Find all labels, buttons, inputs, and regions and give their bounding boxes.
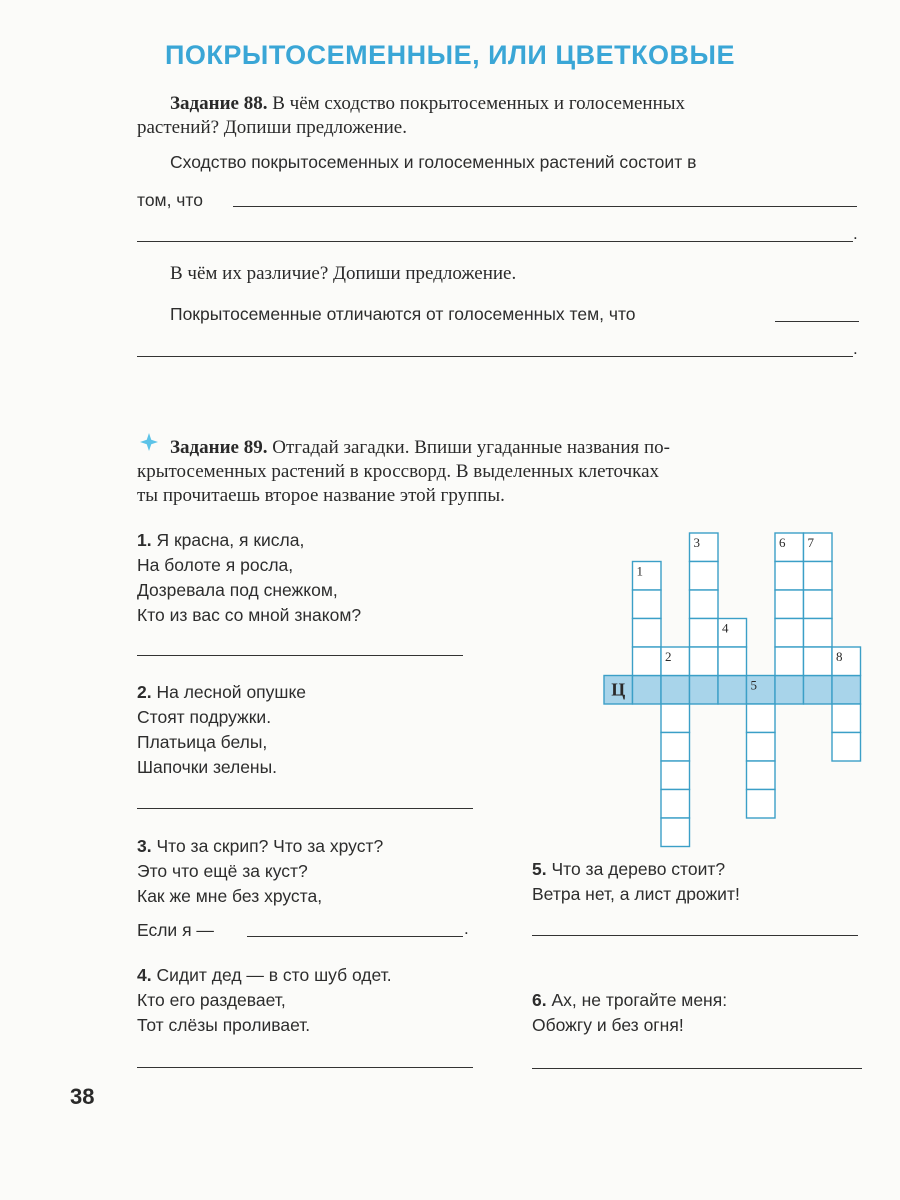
crossword-cell[interactable] [804, 676, 833, 705]
crossword-cell[interactable] [747, 733, 776, 762]
crossword-cell[interactable] [775, 647, 804, 676]
riddle-2-answer-line[interactable] [137, 808, 473, 809]
page-title: ПОКРЫТОСЕМЕННЫЕ, ИЛИ ЦВЕТКОВЫЕ [164, 40, 735, 70]
riddle-1: 1. Я красна, я кисла, На болоте я росла, Дозревала под снежком, Кто из вас со мной знаком? [137, 530, 362, 625]
crossword-cell[interactable] [775, 619, 804, 648]
crossword-cell[interactable] [775, 676, 804, 705]
task88-line1 [170, 92, 870, 116]
riddle-5: 5. Что за дерево стоит? Ветра нет, а лист дрожит! [532, 859, 740, 904]
crossword-cell[interactable] [832, 704, 861, 733]
crossword-cell[interactable] [633, 647, 662, 676]
crossword-clue-number: 7 [807, 535, 814, 550]
crossword-cell[interactable] [747, 790, 776, 819]
crossword-highlight-letter: Ц [611, 679, 626, 700]
crossword-cell[interactable] [804, 590, 833, 619]
task88-sentence1: Сходство покрытосеменных и голосеменных растений состоит в [170, 152, 697, 172]
riddle-3: 3. Что за скрип? Что за хруст? Это что ещё за куст? Как же мне без хруста, [137, 836, 384, 906]
crossword-cell[interactable] [690, 562, 719, 591]
riddle-2: 2. На лесной опушке Стоят подружки. Платьица белы, Шапочки зелены. [137, 682, 307, 777]
crossword-cell[interactable] [633, 676, 662, 705]
page-number: 38 [70, 1084, 95, 1109]
crossword-cell[interactable] [661, 733, 690, 762]
task88-label: Задание 88. [170, 93, 268, 114]
crossword-cell[interactable] [661, 818, 690, 847]
crossword-cell[interactable] [804, 562, 833, 591]
crossword-cell[interactable] [775, 562, 804, 591]
answer-line[interactable] [233, 206, 857, 207]
riddle-6: 6. Ах, не трогайте меня: Обожгу и без огня! [532, 990, 728, 1035]
task89-line1 [170, 436, 870, 460]
crossword-grid [598, 528, 868, 850]
crossword-cell[interactable] [661, 676, 690, 705]
crossword-cell[interactable] [661, 761, 690, 790]
riddle-1-answer-line[interactable] [137, 655, 463, 656]
answer-line[interactable] [775, 321, 859, 322]
crossword-clue-number: 8 [836, 649, 843, 664]
answer-line[interactable] [137, 241, 853, 242]
task89-text2: крытосеменных растений в кроссворд. В выделенных клеточках [137, 461, 659, 482]
crossword-cell[interactable] [804, 647, 833, 676]
crossword-cell[interactable] [633, 619, 662, 648]
crossword-clue-number: 2 [665, 649, 672, 664]
crossword-cell[interactable] [718, 676, 747, 705]
riddle-4: 4. Сидит дед — в сто шуб одет. Кто его раздевает, Тот слёзы проливает. [137, 965, 392, 1035]
crossword-cell[interactable] [633, 590, 662, 619]
crossword-clue-number: 4 [722, 620, 729, 636]
crossword-cell[interactable] [747, 704, 776, 733]
crossword-clue-number: 6 [779, 535, 786, 550]
task88-question2: В чём их различие? Допиши предложение. [170, 263, 517, 284]
answer-line[interactable] [137, 356, 853, 357]
crossword-clue-number: 3 [693, 535, 700, 550]
crossword-cell[interactable] [775, 590, 804, 619]
crossword-clue-number: 5 [750, 677, 757, 693]
riddle-5-answer-line[interactable] [532, 935, 858, 936]
crossword-cell[interactable] [804, 619, 833, 648]
crossword-cell[interactable] [661, 704, 690, 733]
crossword-cell[interactable] [747, 761, 776, 790]
crossword-cell[interactable] [832, 676, 861, 705]
crossword-cell[interactable] [718, 647, 747, 676]
crossword-cell[interactable] [690, 619, 719, 648]
crossword-cell[interactable] [661, 790, 690, 819]
task89-label: Задание 89. [170, 437, 268, 458]
crossword-cell[interactable] [690, 676, 719, 705]
star-marker-icon [140, 433, 158, 451]
crossword-cell[interactable] [690, 647, 719, 676]
crossword-cell[interactable] [690, 590, 719, 619]
crossword-cell[interactable] [832, 733, 861, 762]
task88-sentence2: том, что [137, 190, 203, 210]
task89-text1: Отгадай загадки. Впиши угаданные названия по- [272, 437, 670, 458]
riddle-6-answer-line[interactable] [532, 1068, 862, 1069]
task88-text1: В чём сходство покрытосеменных и голосеменных [272, 93, 686, 114]
riddle-4-answer-line[interactable] [137, 1067, 473, 1068]
crossword-clue-number: 1 [636, 563, 643, 579]
riddle-3-last-line: Если я — [137, 920, 214, 940]
riddle-3-answer-line[interactable] [247, 936, 463, 937]
task89-text3: ты прочитаешь второе название этой группы. [137, 485, 505, 506]
task88-sentence3: Покрытосеменные отличаются от голосеменных тем, что [170, 304, 636, 324]
task88-text2: растений? Допиши предложение. [137, 117, 407, 138]
